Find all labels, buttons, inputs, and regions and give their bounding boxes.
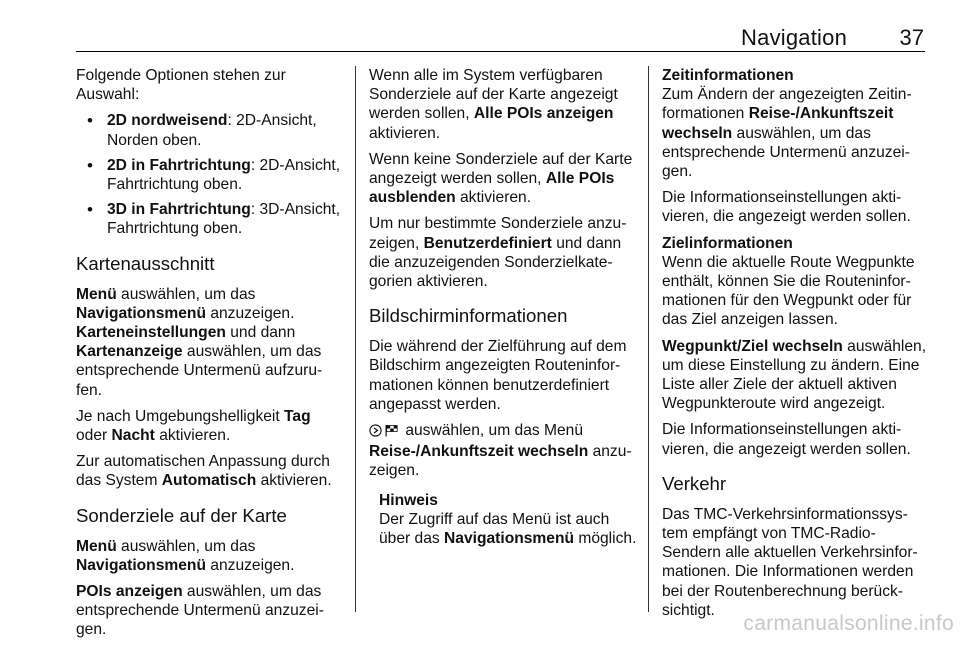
bold-term: Wegpunkt/Ziel wechseln bbox=[662, 337, 843, 355]
text: aktivieren. bbox=[154, 427, 231, 445]
text: auswählen, um das bbox=[116, 537, 256, 555]
column-divider bbox=[648, 66, 649, 612]
text: Zum Ändern der angezeigten Zeitin-formationen bbox=[662, 86, 912, 123]
text: und dann bbox=[225, 324, 296, 342]
bold-term: Reise-/Ankunftszeit wechseln bbox=[369, 443, 589, 461]
bold-term: POIs anzeigen bbox=[76, 583, 183, 601]
bold-term: Navigationsmenü bbox=[76, 556, 206, 574]
text: auswählen, um das entsprechende Untermenü anzuzei-gen. bbox=[662, 124, 910, 181]
paragraph: Das TMC-Verkehrsinformationssys-tem empfängt von TMC-Radio-Sendern alle aktuellen Verkehrsinfor-mationen. Die Informationen werden bei der Routenberechnung berück-sichtigt. bbox=[662, 505, 918, 619]
paragraph bbox=[369, 150, 637, 208]
paragraph: Die Informationseinstellungen akti-vieren, die angezeigt werden sollen. bbox=[662, 189, 911, 226]
note-title: Hinweis bbox=[379, 491, 438, 509]
text: aktivieren. bbox=[256, 472, 332, 490]
section-heading-sonderziele: Sonderziele auf der Karte bbox=[76, 504, 287, 526]
option-text: : 2D-Ansicht, Fahrtrichtung oben. bbox=[107, 156, 341, 194]
paragraph bbox=[369, 421, 637, 481]
text: Um nur bestimmte Sonderziele anzu-zeigen, bbox=[369, 215, 627, 252]
paragraph: Wenn die aktuelle Route Wegpunkte enthält, können Sie die Routeninfor-mationen für den Wegpunkt oder für das Ziel anzeigen lassen. bbox=[662, 253, 915, 329]
bold-term: Navigationsmenü bbox=[444, 530, 575, 548]
intro-text: Folgende Optionen stehen zur Auswahl: bbox=[76, 67, 286, 104]
text: Wenn keine Sonderziele auf der Karte angezeigt werden sollen, bbox=[369, 150, 633, 188]
list-item bbox=[76, 200, 346, 238]
paragraph bbox=[369, 214, 637, 291]
option-label: 2D in Fahrtrichtung bbox=[107, 156, 251, 174]
column-divider bbox=[355, 66, 356, 612]
text: auswählen, um das bbox=[116, 285, 256, 303]
bold-term: Automatisch bbox=[161, 472, 257, 490]
note-text bbox=[379, 510, 637, 548]
bold-term: Kartenanzeige bbox=[76, 343, 183, 361]
menu-button-icon bbox=[369, 423, 382, 442]
bold-term: Alle POIs anzeigen bbox=[473, 105, 614, 123]
paragraph bbox=[76, 537, 346, 575]
note-box bbox=[369, 491, 637, 549]
text: aktivieren. bbox=[455, 189, 532, 207]
bold-term: Nacht bbox=[111, 427, 155, 445]
paragraph bbox=[369, 66, 637, 143]
text: und dann die anzuzeigenden Sonderzielkate-gorien aktivieren. bbox=[369, 234, 622, 291]
text: anzu-zeigen. bbox=[369, 443, 632, 480]
section-heading-verkehr: Verkehr bbox=[662, 472, 727, 494]
paragraph bbox=[76, 285, 346, 400]
option-label: 3D in Fahrtrichtung bbox=[107, 201, 251, 219]
subheading-zielinformationen: Zielinformationen bbox=[662, 234, 793, 252]
view-options-list bbox=[76, 111, 346, 238]
bold-term: Reise-/Ankunftszeit wechseln bbox=[662, 105, 894, 142]
text: oder bbox=[76, 427, 112, 445]
paragraph bbox=[76, 452, 346, 490]
text: möglich. bbox=[574, 530, 637, 548]
bold-term: Alle POIs ausblenden bbox=[369, 170, 615, 207]
paragraph bbox=[662, 85, 928, 181]
bold-term: Menü bbox=[76, 537, 117, 555]
watermark: carmanualsonline.info bbox=[743, 612, 954, 635]
list-item bbox=[76, 111, 346, 149]
bold-term: Menü bbox=[76, 285, 117, 303]
column-1 bbox=[76, 66, 346, 647]
subheading-zeitinformationen: Zeitinformationen bbox=[662, 67, 794, 84]
flag-icon bbox=[384, 423, 399, 442]
list-item bbox=[76, 156, 346, 194]
page-number: 37 bbox=[899, 25, 924, 50]
section-heading-bildschirminformationen: Bildschirminformationen bbox=[369, 305, 568, 327]
paragraph bbox=[662, 337, 928, 414]
option-text: : 3D-Ansicht, Fahrtrichtung oben. bbox=[107, 201, 341, 238]
column-3 bbox=[662, 66, 928, 627]
section-heading-kartenausschnitt: Kartenausschnitt bbox=[76, 252, 215, 274]
header-rule bbox=[76, 51, 925, 52]
text: auswählen, um diese Einstellung zu ändern. Eine Liste aller Ziele der aktuell aktiven Wegpunkteroute wird angezeigt. bbox=[662, 337, 927, 413]
option-label: 2D nordweisend bbox=[107, 112, 228, 130]
text: aktivieren. bbox=[369, 124, 441, 142]
page-header bbox=[0, 0, 960, 52]
paragraph bbox=[76, 582, 346, 640]
text: Je nach Umgebungshelligkeit bbox=[76, 407, 285, 425]
bold-term: Tag bbox=[284, 407, 311, 425]
text: Der Zugriff auf das Menü ist auch über das bbox=[379, 510, 610, 548]
text: anzuzeigen. bbox=[205, 304, 295, 322]
bold-term: Benutzerdefiniert bbox=[423, 234, 552, 252]
bold-term: Navigationsmenü bbox=[76, 304, 206, 322]
text: Zur automatischen Anpassung durch das System bbox=[76, 453, 330, 490]
option-text: : 2D-Ansicht, Norden oben. bbox=[107, 112, 317, 149]
text: anzuzeigen. bbox=[205, 556, 295, 574]
paragraph: Die Informationseinstellungen akti-vieren, die angezeigt werden sollen. bbox=[662, 421, 911, 458]
paragraph bbox=[76, 407, 346, 445]
text: auswählen, um das entsprechende Untermenü aufzuru-fen. bbox=[76, 343, 323, 399]
page-title: Navigation bbox=[741, 25, 847, 50]
column-2 bbox=[369, 66, 637, 555]
text: auswählen, um das Menü bbox=[401, 422, 584, 440]
text: auswählen, um das entsprechende Untermenü anzuzei-gen. bbox=[76, 583, 324, 639]
text: Wenn alle im System verfügbaren Sonderziele auf der Karte angezeigt werden sollen, bbox=[369, 67, 618, 123]
paragraph: Die während der Zielführung auf dem Bildschirm angezeigten Routeninfor-mationen können benutzerdefiniert angepasst werden. bbox=[369, 338, 627, 413]
bold-term: Karteneinstellungen bbox=[76, 324, 226, 342]
